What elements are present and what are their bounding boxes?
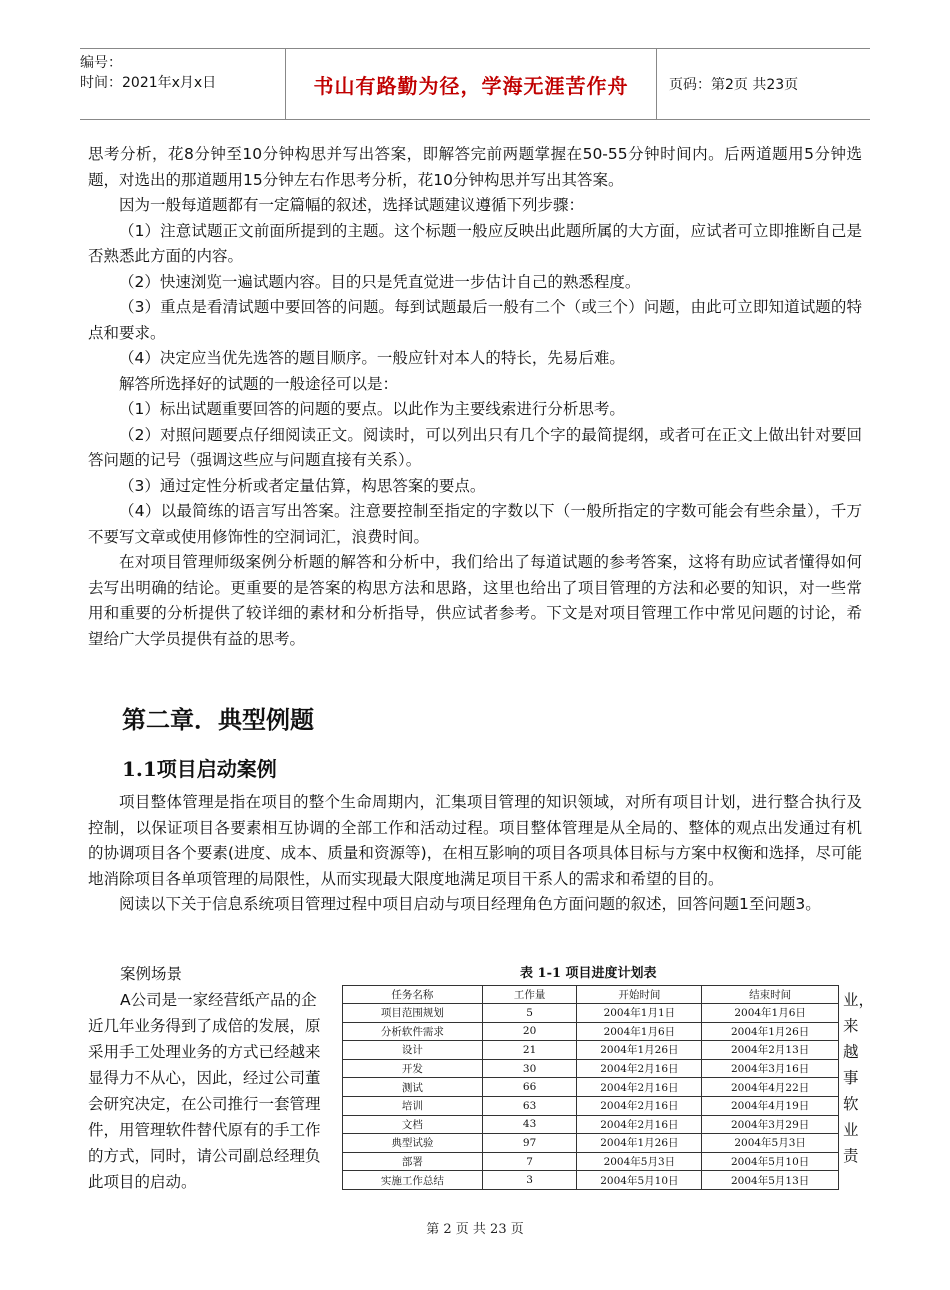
page-footer: 第 2 页 共 23 页 [426, 1222, 524, 1237]
table-cell: 测试 [343, 1078, 483, 1097]
table-cell: 2004年1月26日 [577, 1134, 702, 1153]
case-right-fragment: 业， [843, 991, 875, 1009]
paragraph: 解答所选择好的试题的一般途径可以是： [119, 374, 399, 393]
paragraph: 因为一般每道题都有一定篇幅的叙述，选择试题建议遵循下列步骤： [119, 196, 585, 214]
column-header: 工作量 [482, 986, 577, 1004]
table-cell: 设计 [343, 1041, 483, 1060]
table-row [343, 1059, 839, 1078]
paragraph: （3）重点是看清试题中要回答的问题。每到试题最后一般有二个（或三个）问题，由此可立即知道试题的特点和要求。 [88, 298, 862, 342]
table-cell: 典型试验 [343, 1134, 483, 1153]
table-cell: 2004年5月3日 [702, 1134, 839, 1153]
case-right-fragment: 软 [843, 1095, 859, 1113]
case-line: 件，用管理软件替代原有的手工作 [88, 1121, 321, 1139]
paragraph: （4）以最简练的语言写出答案。注意要控制至指定的字数以下（一般所指定的字数可能会有些余量），千万不要写文章或使用修饰性的空洞词汇，浪费时间。 [88, 502, 862, 546]
paragraph: （3）通过定性分析或者定量估算，构思答案的要点。 [119, 476, 486, 495]
header-number: 编号： [80, 55, 122, 71]
table-cell: 30 [482, 1059, 577, 1078]
table-cell: 培训 [343, 1096, 483, 1115]
intro-text [88, 142, 862, 652]
table-cell: 2004年1月6日 [702, 1004, 839, 1023]
table-header-row [343, 986, 839, 1004]
paragraph: 项目整体管理是指在项目的整个生命周期内，汇集项目管理的知识领域，对所有项目计划，进行整合执行及控制，以保证项目各要素相互协调的全部工作和活动过程。项目整体管理是从全局的、整体的观点出发通过有机的协调项目各个要素(进度、成本、质量和资源等)，在相互影响的项目各项具体目标与方案中权衡和选择，尽可能地消除项目各单项管理的局限性，从而实现最大限度地满足项目干系人的需求和希望的目的。 [88, 793, 862, 888]
table-row [343, 1171, 839, 1190]
table-cell: 2004年5月10日 [577, 1171, 702, 1190]
table-cell: 66 [482, 1078, 577, 1097]
table-cell: 2004年2月16日 [577, 1059, 702, 1078]
table-cell: 20 [482, 1022, 577, 1041]
header-page-info: 页码：第2页 共23页 [669, 77, 799, 93]
table-row [343, 1022, 839, 1041]
table-cell: 3 [482, 1171, 577, 1190]
table-cell: 2004年1月6日 [577, 1022, 702, 1041]
header-time: 时间：2021年x月x日 [80, 75, 217, 91]
table-row [343, 1004, 839, 1023]
table-row [343, 1078, 839, 1097]
case-line: 采用手工处理业务的方式已经越来 [88, 1043, 321, 1061]
table-cell: 63 [482, 1096, 577, 1115]
table-cell: 21 [482, 1041, 577, 1060]
paragraph: 在对项目管理师级案例分析题的解答和分析中，我们给出了每道试题的参考答案，这将有助应试者懂得如何去写出明确的结论。更重要的是答案的构思方法和思路，这里也给出了项目管理的方法和必要的知识，对一些常用和重要的分析提供了较详细的素材和分析指导，供应试者参考。下文是对项目管理工作中常见问题的讨论，希望给广大学员提供有益的思考。 [88, 553, 862, 648]
case-line: A公司是一家经营纸产品的企 [120, 991, 317, 1009]
table-cell: 2004年2月16日 [577, 1078, 702, 1097]
table-cell: 项目范围规划 [343, 1004, 483, 1023]
table-cell: 2004年1月1日 [577, 1004, 702, 1023]
table-cell: 开发 [343, 1059, 483, 1078]
table-cell: 2004年4月19日 [702, 1096, 839, 1115]
table-cell: 2004年2月16日 [577, 1115, 702, 1134]
chapter-title: 第二章．典型例题 [122, 706, 314, 734]
table-cell: 2004年3月29日 [702, 1115, 839, 1134]
header-meta [80, 49, 285, 119]
table-cell: 7 [482, 1152, 577, 1171]
table-cell: 2004年1月26日 [702, 1022, 839, 1041]
table-row [343, 1152, 839, 1171]
paragraph: （4）决定应当优先选答的题目顺序。一般应针对本人的特长，先易后难。 [119, 349, 625, 367]
schedule-table [342, 985, 839, 1190]
column-header: 结束时间 [702, 986, 839, 1004]
table-cell: 2004年2月13日 [702, 1041, 839, 1060]
column-header: 开始时间 [577, 986, 702, 1004]
table-row [343, 1115, 839, 1134]
table-row [343, 1134, 839, 1153]
table-cell: 实施工作总结 [343, 1171, 483, 1190]
case-right-fragment: 业 [843, 1121, 859, 1139]
paragraph: 阅读以下关于信息系统项目管理过程中项目启动与项目经理角色方面问题的叙述，回答问题1至问题3。 [119, 895, 821, 913]
table-cell: 2004年5月3日 [577, 1152, 702, 1171]
table-cell: 分析软件需求 [343, 1022, 483, 1041]
paragraph: （2）快速浏览一遍试题内容。目的只是凭直觉进一步估计自己的熟悉程度。 [119, 272, 641, 291]
case-right-fragment: 越 [843, 1043, 859, 1061]
paragraph: （2）对照问题要点仔细阅读正文。阅读时，可以列出只有几个字的最简提纲，或者可在正文上做出针对要回答问题的记号（强调这些应与问题直接有关系）。 [88, 425, 862, 469]
column-header: 任务名称 [343, 986, 483, 1004]
table-cell: 2004年3月16日 [702, 1059, 839, 1078]
case-line: 会研究决定，在公司推行一套管理 [88, 1095, 321, 1113]
table-cell: 5 [482, 1004, 577, 1023]
paragraph: （1）注意试题正文前面所提到的主题。这个标题一般应反映出此题所属的大方面，应试者可立即推断自己是否熟悉此方面的内容。 [88, 221, 862, 265]
header-motto: 书山有路勤为径，学海无涯苦作舟 [285, 49, 657, 119]
table-cell: 2004年5月13日 [702, 1171, 839, 1190]
section-text [88, 790, 862, 918]
paragraph: （1）标出试题重要回答的问题的要点。以此作为主要线索进行分析思考。 [119, 400, 625, 418]
table-cell: 2004年2月16日 [577, 1096, 702, 1115]
case-right-fragment: 责 [843, 1147, 859, 1165]
case-line: 近几年业务得到了成倍的发展，原 [88, 1017, 321, 1035]
schedule-table-figure [342, 985, 839, 1190]
page-header [80, 48, 870, 120]
table-cell: 97 [482, 1134, 577, 1153]
table-row [343, 1041, 839, 1060]
table-cell: 2004年1月26日 [577, 1041, 702, 1060]
table-cell: 部署 [343, 1152, 483, 1171]
table-cell: 43 [482, 1115, 577, 1134]
case-right-fragment: 事 [843, 1069, 859, 1087]
case-line: 的方式，同时，请公司副总经理负 [88, 1147, 321, 1165]
table-cell: 2004年4月22日 [702, 1078, 839, 1097]
paragraph: 思考分析，花8分钟至10分钟构思并写出答案，即解答完前两题掌握在50-55分钟时间内。后两道题用5分钟选题，对选出的那道题用15分钟左右作思考分析，花10分钟构思并写出其答案。 [88, 145, 862, 189]
table-caption: 表 1-1 项目进度计划表 [520, 966, 657, 981]
case-heading: 案例场景 [120, 965, 183, 983]
table-row [343, 1096, 839, 1115]
case-right-fragment: 来 [843, 1017, 859, 1035]
table-cell: 文档 [343, 1115, 483, 1134]
case-line: 显得力不从心，因此，经过公司董 [88, 1069, 321, 1087]
table-cell: 2004年5月10日 [702, 1152, 839, 1171]
section-title: 1.1项目启动案例 [122, 757, 277, 781]
case-line: 此项目的启动。 [88, 1173, 197, 1191]
